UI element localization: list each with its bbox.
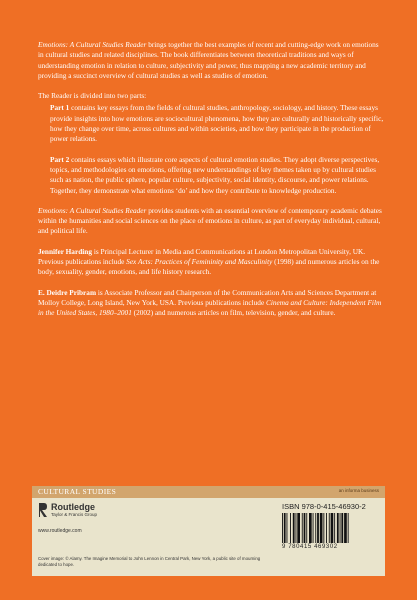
isbn-label: ISBN 978-0-415-46930-2 [282, 502, 366, 511]
overview-paragraph [38, 206, 384, 237]
author1-name: Jennifer Harding [38, 246, 92, 256]
cover-credit: Cover image: © Alamy. The Imagine Memorial to John Lennon in Central Park, New York, a public site of mourning dedicated to hope. [38, 556, 261, 567]
barcode [282, 513, 374, 543]
series-label: CULTURAL STUDIES [38, 487, 117, 496]
author2-book: Cinema and Culture: Independent Film in the United States, 1980–2001 [38, 297, 382, 318]
publisher-website: www.routledge.com [38, 528, 82, 534]
part1-text: contains key essays from the fields of cultural studies, anthropology, sociology, and history. These essays provide insights into how emotions are sociocultural phenomena, how they are culturally and historically specific, how they change over time, across cultures and within societies, and how they participate in the production of power relations. [50, 103, 384, 144]
publisher-subtitle: Taylor & Francis Group [51, 512, 98, 517]
series-bar [32, 486, 385, 498]
part1-label: Part 1 [50, 103, 70, 113]
publisher-footer [32, 486, 385, 576]
author2-bio [38, 288, 384, 319]
routledge-logo [38, 502, 118, 524]
intro-text: brings together the best examples of recent and cutting-edge work on emotions in cultural studies and related disciplines. The book differentiates between theoretical traditions and ways of understanding emotion in relation to culture, subjectivity and power, thus mapping a new academic territory and providing a succinct overview of cultural studies as well as studies of emotion. [38, 40, 379, 80]
author2-text2: (2002) and numerous articles on film, television, gender, and culture. [131, 308, 336, 318]
part1-paragraph [50, 103, 384, 144]
divided-paragraph: The Reader is divided into two parts: [38, 91, 147, 101]
overview-text: provides students with an essential overview of contemporary academic debates within the humanities and social sciences on the place of emotions in culture, as part of everyday individual, cultural, and political life. [38, 205, 382, 236]
author1-book: Sex Acts: Practices of Femininity and Masculinity [126, 257, 273, 267]
author1-text1: is Principal Lecturer in Media and Communications at London Metropolitan University, UK. Previous publications include [38, 246, 366, 267]
author1-bio [38, 247, 384, 278]
part2-text: contains essays which illustrate core aspects of cultural emotion studies. They adopt diverse perspectives, topics, and methodologies on emotions, offering new understandings of key themes taken up by cultural studies such as nation, the public sphere, popular culture, subjectivity, social identity, discourse, and power relations. Together, they demonstrate what emotions ‘do’ and how they contribute to knowledge production. [50, 154, 380, 195]
publisher-name: Routledge [51, 502, 95, 512]
part2-label: Part 2 [50, 154, 70, 164]
intro-title: Emotions: A Cultural Studies Reader [38, 40, 147, 49]
barcode-number: 9 780415 469302 [282, 544, 338, 550]
author2-text1: is Associate Professor and Chairperson of the Communication Arts and Sciences Department at Molloy College, Long Island, New York, USA. Previous publications include [38, 287, 377, 307]
overview-title: Emotions: A Cultural Studies Reader [38, 205, 147, 215]
parts-list [50, 103, 384, 195]
author1-text2: (1998) and numerous articles on the body, sexuality, gender, emotions, and life history research. [38, 257, 380, 277]
routledge-logo-icon [38, 502, 48, 518]
intro-paragraph [38, 40, 384, 81]
part2-paragraph [50, 155, 384, 196]
informa-label: an informa business [338, 488, 379, 493]
blurb [38, 40, 384, 329]
author2-name: E. Deidre Pribram [38, 287, 97, 297]
